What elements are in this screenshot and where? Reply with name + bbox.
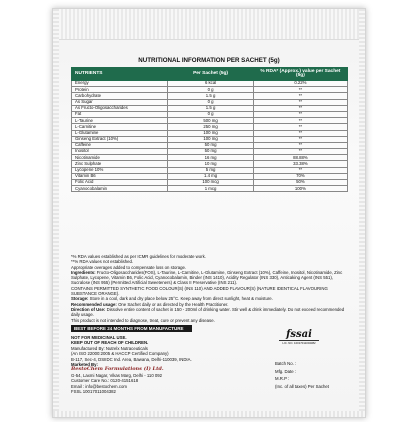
right-seal: [359, 9, 365, 417]
fssai-logo-text: fssai: [286, 329, 312, 340]
mrp: M.R.P :: [275, 376, 290, 382]
direction: [71, 307, 349, 318]
nutrient-name: As Fructo-Oligosaccharides: [72, 105, 168, 111]
sachet-back-panel: [52, 8, 366, 418]
per-sachet-value: 100 mg: [168, 136, 254, 142]
rda-note-2: **% RDA values not established.: [71, 259, 134, 265]
rda-value: **: [253, 136, 347, 142]
fssai-licence: LIC. NO. 10017011004382: [279, 340, 319, 345]
ingredients: [71, 270, 349, 286]
storage-label: Storage:: [71, 296, 89, 302]
nutrient-name: L-Taurine: [72, 118, 168, 124]
per-sachet-value: 0 g: [168, 87, 254, 93]
nutrition-table-body: [72, 81, 348, 192]
storage-text: Store in a cool, dark and dry place below 25°C. Keep away from direct sunlight, heat & moisture.: [89, 296, 273, 302]
per-sachet-value: 1.5 g: [168, 105, 254, 111]
rda-value: 50%: [253, 180, 347, 186]
nutrient-name: Inositol: [72, 149, 168, 155]
colour-statement: CONTAINS PERMITTED SYNTHETIC FOOD COLOUR(S) (INS 110) AND ADDED FLAVOUR(S) (NATURE IDENTICAL FLAVOURING SUBSTANCE ORANGE).: [71, 285, 328, 297]
nutrient-name: Carbohydrate: [72, 93, 168, 99]
usage-text: One Sachet daily or as directed by the Health Practitioner.: [118, 301, 229, 307]
direction-label: Direction of Use:: [71, 306, 106, 312]
mfg-date: Mfg. Date :: [275, 368, 297, 374]
header-nutrients: NUTRIENTS: [72, 68, 168, 81]
rda-value: **: [253, 142, 347, 148]
top-seal: [53, 9, 365, 40]
nutrient-name: Zinc Sulphate: [72, 161, 168, 167]
batch-info: [275, 360, 361, 391]
header-rda: % RDA* (Approx.) value per Sachet (5g): [253, 68, 347, 81]
rda-value: **: [253, 149, 347, 155]
marketed-label: Marketed By:: [71, 362, 98, 368]
usage-label: Recommended usage:: [71, 301, 117, 307]
nutrient-name: L-Glutamine: [72, 130, 168, 136]
rda-value: **: [253, 118, 347, 124]
per-sachet-value: 16 mg: [168, 155, 254, 161]
per-sachet-value: 100 mcg: [168, 180, 254, 186]
per-sachet-value: 250 mg: [168, 124, 254, 130]
rda-value: **: [253, 167, 347, 173]
table-row: [72, 186, 348, 192]
per-sachet-value: 1.4 mg: [168, 173, 254, 179]
batch-no: Batch No. :: [275, 361, 297, 366]
per-sachet-value: 500 mg: [168, 118, 254, 124]
rda-value: **: [253, 87, 347, 93]
rda-value: **: [253, 93, 347, 99]
nutrient-name: Nicotinamide: [72, 155, 168, 161]
per-sachet-value: 1 mcg: [168, 186, 254, 192]
nutrient-name: Ginseng Extract (10%): [72, 136, 168, 142]
rda-value: 100%: [253, 186, 347, 192]
overage-note: Appropriate overages added to compensate loss on storage.: [71, 264, 187, 270]
nutrient-name: Protein: [72, 87, 168, 93]
disclaimer: This product is not intended to diagnose, treat, cure or prevent any disease.: [71, 317, 215, 323]
mfd-line-1: Manufactured By: Nutrelx Nutraceuticals: [71, 345, 148, 351]
brand-name: BestoChem Formulations (I) Ltd.: [71, 366, 164, 373]
left-seal: [53, 9, 59, 417]
per-sachet-value: 6 kcal: [168, 81, 254, 87]
nutrition-title: NUTRITIONAL INFORMATION PER SACHET (5g): [138, 57, 280, 64]
nutrient-name: Cyanocobalamin: [72, 186, 168, 192]
rda-value: **: [253, 99, 347, 105]
not-medicinal: NOT FOR MEDICINAL USE.: [71, 335, 127, 340]
nutrient-name: As Sugar: [72, 99, 168, 105]
rda-value: **: [253, 124, 347, 130]
rda-value: 70%: [253, 173, 347, 179]
notes-section: [71, 254, 349, 323]
rda-value: **: [253, 111, 347, 117]
nutrient-name: L-Carnitine: [72, 124, 168, 130]
rda-value: **: [253, 130, 347, 136]
per-sachet-value: 5 mg: [168, 167, 254, 173]
fssl-number: FSSL 10017011004382: [71, 389, 116, 395]
nutrition-table: [71, 67, 348, 192]
per-sachet-value: 1.5 g: [168, 93, 254, 99]
nutrient-name: Energy: [72, 81, 168, 87]
nutrient-name: Vitamin B6: [72, 173, 168, 179]
per-sachet-value: 100 mg: [168, 130, 254, 136]
per-sachet-value: 10 mg: [168, 161, 254, 167]
nutrient-name: Caffeine: [72, 142, 168, 148]
email: Email : info@bestochem.com: [71, 383, 127, 389]
rda-value: 0.22%: [253, 81, 347, 87]
fssai-logo: [279, 329, 319, 347]
per-sachet-value: 50 mg: [168, 142, 254, 148]
bottom-seal: [53, 411, 365, 417]
nutrient-name: Fat: [72, 111, 168, 117]
per-sachet-value: 0 g: [168, 111, 254, 117]
rda-value: **: [253, 105, 347, 111]
rda-value: 88.88%: [253, 155, 347, 161]
marketer-address: G-54, Laxmi Nagar, Vikas Marg, Delhi - 110 092: [71, 372, 163, 378]
mfd-line-2: (An ISO 22000:2005 & HACCP Certified Company): [71, 351, 169, 357]
rda-value: 33.38%: [253, 161, 347, 167]
nutrient-name: Folic Acid: [72, 180, 168, 186]
customer-care: Customer Care No.: 0120-4151618: [71, 378, 139, 384]
per-sachet-value: 50 mg: [168, 149, 254, 155]
keep-out: KEEP OUT OF REACH OF CHILDREN.: [71, 340, 149, 346]
ingredients-label: Ingredients:: [71, 269, 96, 275]
table-header-row: [72, 68, 348, 81]
per-sachet-value: 0 g: [168, 99, 254, 105]
direction-text: Dissolve entire content of sachet in 150 - 200ml of drinking water. Stir well & drink immediately. Do not exceed recommended daily usage.: [71, 306, 345, 318]
rda-note-1: *% RDA values established as per ICMR guidelines for moderate work.: [71, 254, 206, 259]
nutrient-name: Lycopene 10%: [72, 167, 168, 173]
manufacturer-section: [71, 335, 211, 394]
best-before-banner: BEST BEFORE 24 MONTHS FROM MANUFACTURE: [71, 325, 192, 332]
ingredients-text: Fructo-Oligosaccharides(FOS), L-Taurine, L-Carnitine, L-Glutamine, Ginseng Extract (10%), Caffeine, Inositol, Nicotinamide, Zinc Sulphate, Lycopene, Vitamin B6, Folic Acid, Cyanocobalamin, Binder (INS 1410), Acidity Regulator (INS 330), Anticaking Agent (INS 551), Sucralose (INS 955) (Permitted Artificial Sweeteners) & Class II Preservative (INS 211).: [71, 269, 343, 286]
header-per-sachet: Per Sachet (5g): [168, 68, 254, 81]
mfd-line-3: B-117, Sec-4, DSIIDC Ind. Area, Bawana, Delhi-110039, INDIA.: [71, 356, 192, 362]
incl-taxes: (Inc. of all taxes) Per Sachet: [275, 384, 329, 390]
